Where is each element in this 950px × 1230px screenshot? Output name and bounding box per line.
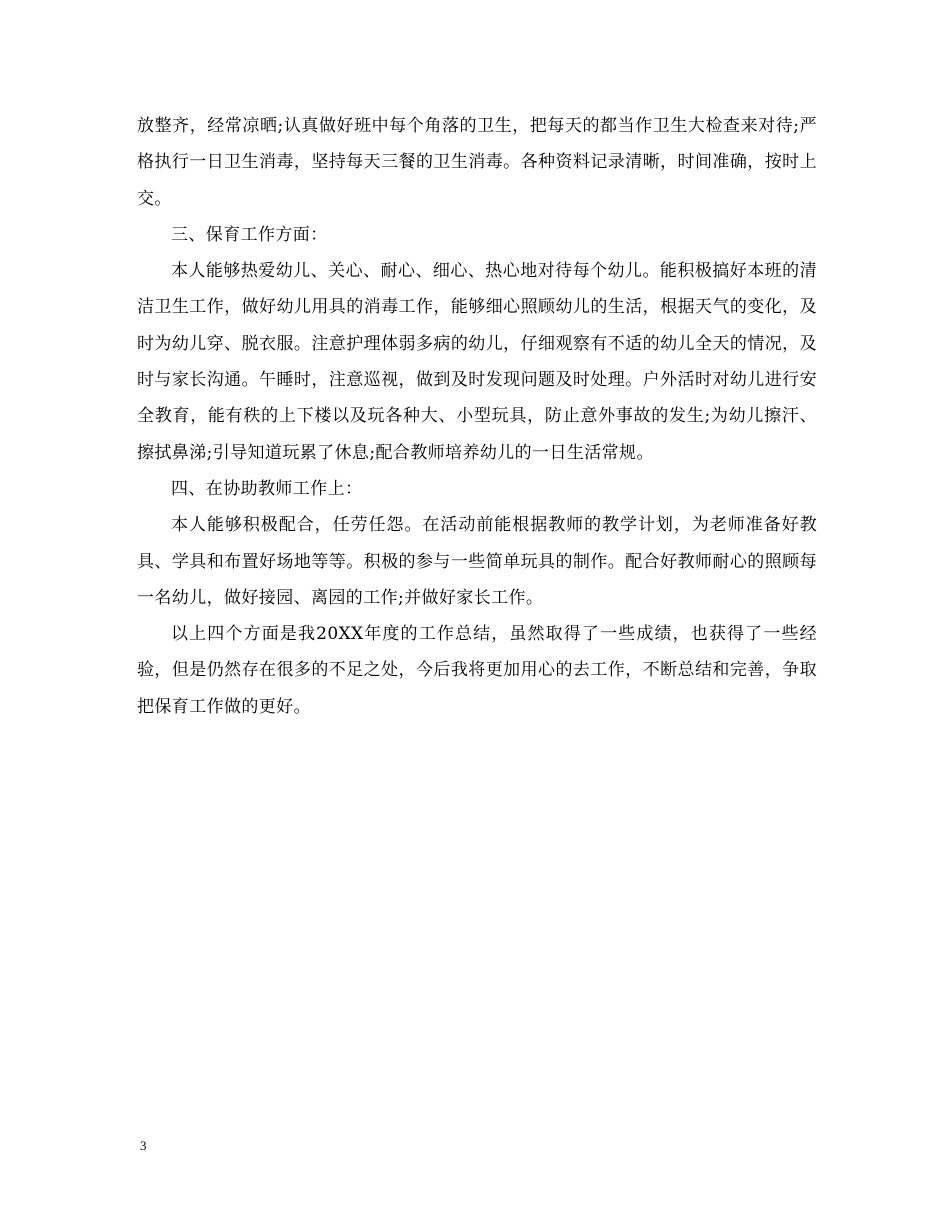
section-heading-assist-teacher: 四、在协助教师工作上： <box>171 478 363 499</box>
page-number: 3 <box>140 1138 147 1153</box>
paragraph-assist-teacher: 本人能够积极配合，任劳任怨。在活动前能根据教师的教学计划，为老师准备好教具、学具和布置好场地等等。积极的参与一些简单玩具的制作。配合好教师耐心的照顾每一名幼儿，做好接园、离园的工作;并做好家长工作。 <box>137 515 817 608</box>
document-body <box>137 108 817 725</box>
paragraph-conclusion: 以上四个方面是我20XX年度的工作总结，虽然取得了一些成绩，也获得了一些经验，但是仍然存在很多的不足之处，今后我将更加用心的去工作，不断总结和完善，争取把保育工作做的更好。 <box>137 624 817 717</box>
paragraph-childcare: 本人能够热爱幼儿、关心、耐心、细心、热心地对待每个幼儿。能积极搞好本班的清洁卫生工作，做好幼儿用具的消毒工作，能够细心照顾幼儿的生活，根据天气的变化，及时为幼儿穿、脱衣服。注意护理体弱多病的幼儿，仔细观察有不适的幼儿全天的情况，及时与家长沟通。午睡时，注意巡视，做到及时发现问题及时处理。户外活时对幼儿进行安全教育，能有秩的上下楼以及玩各种大、小型玩具，防止意外事故的发生;为幼儿擦汗、擦拭鼻涕;引导知道玩累了休息;配合教师培养幼儿的一日生活常规。 <box>137 261 817 463</box>
paragraph-continuation: 放整齐，经常凉晒;认真做好班中每个角落的卫生，把每天的都当作卫生大检查来对待;严格执行一日卫生消毒，坚持每天三餐的卫生消毒。各种资料记录清晰，时间准确，按时上交。 <box>137 116 817 209</box>
section-heading-childcare: 三、保育工作方面： <box>171 224 328 245</box>
